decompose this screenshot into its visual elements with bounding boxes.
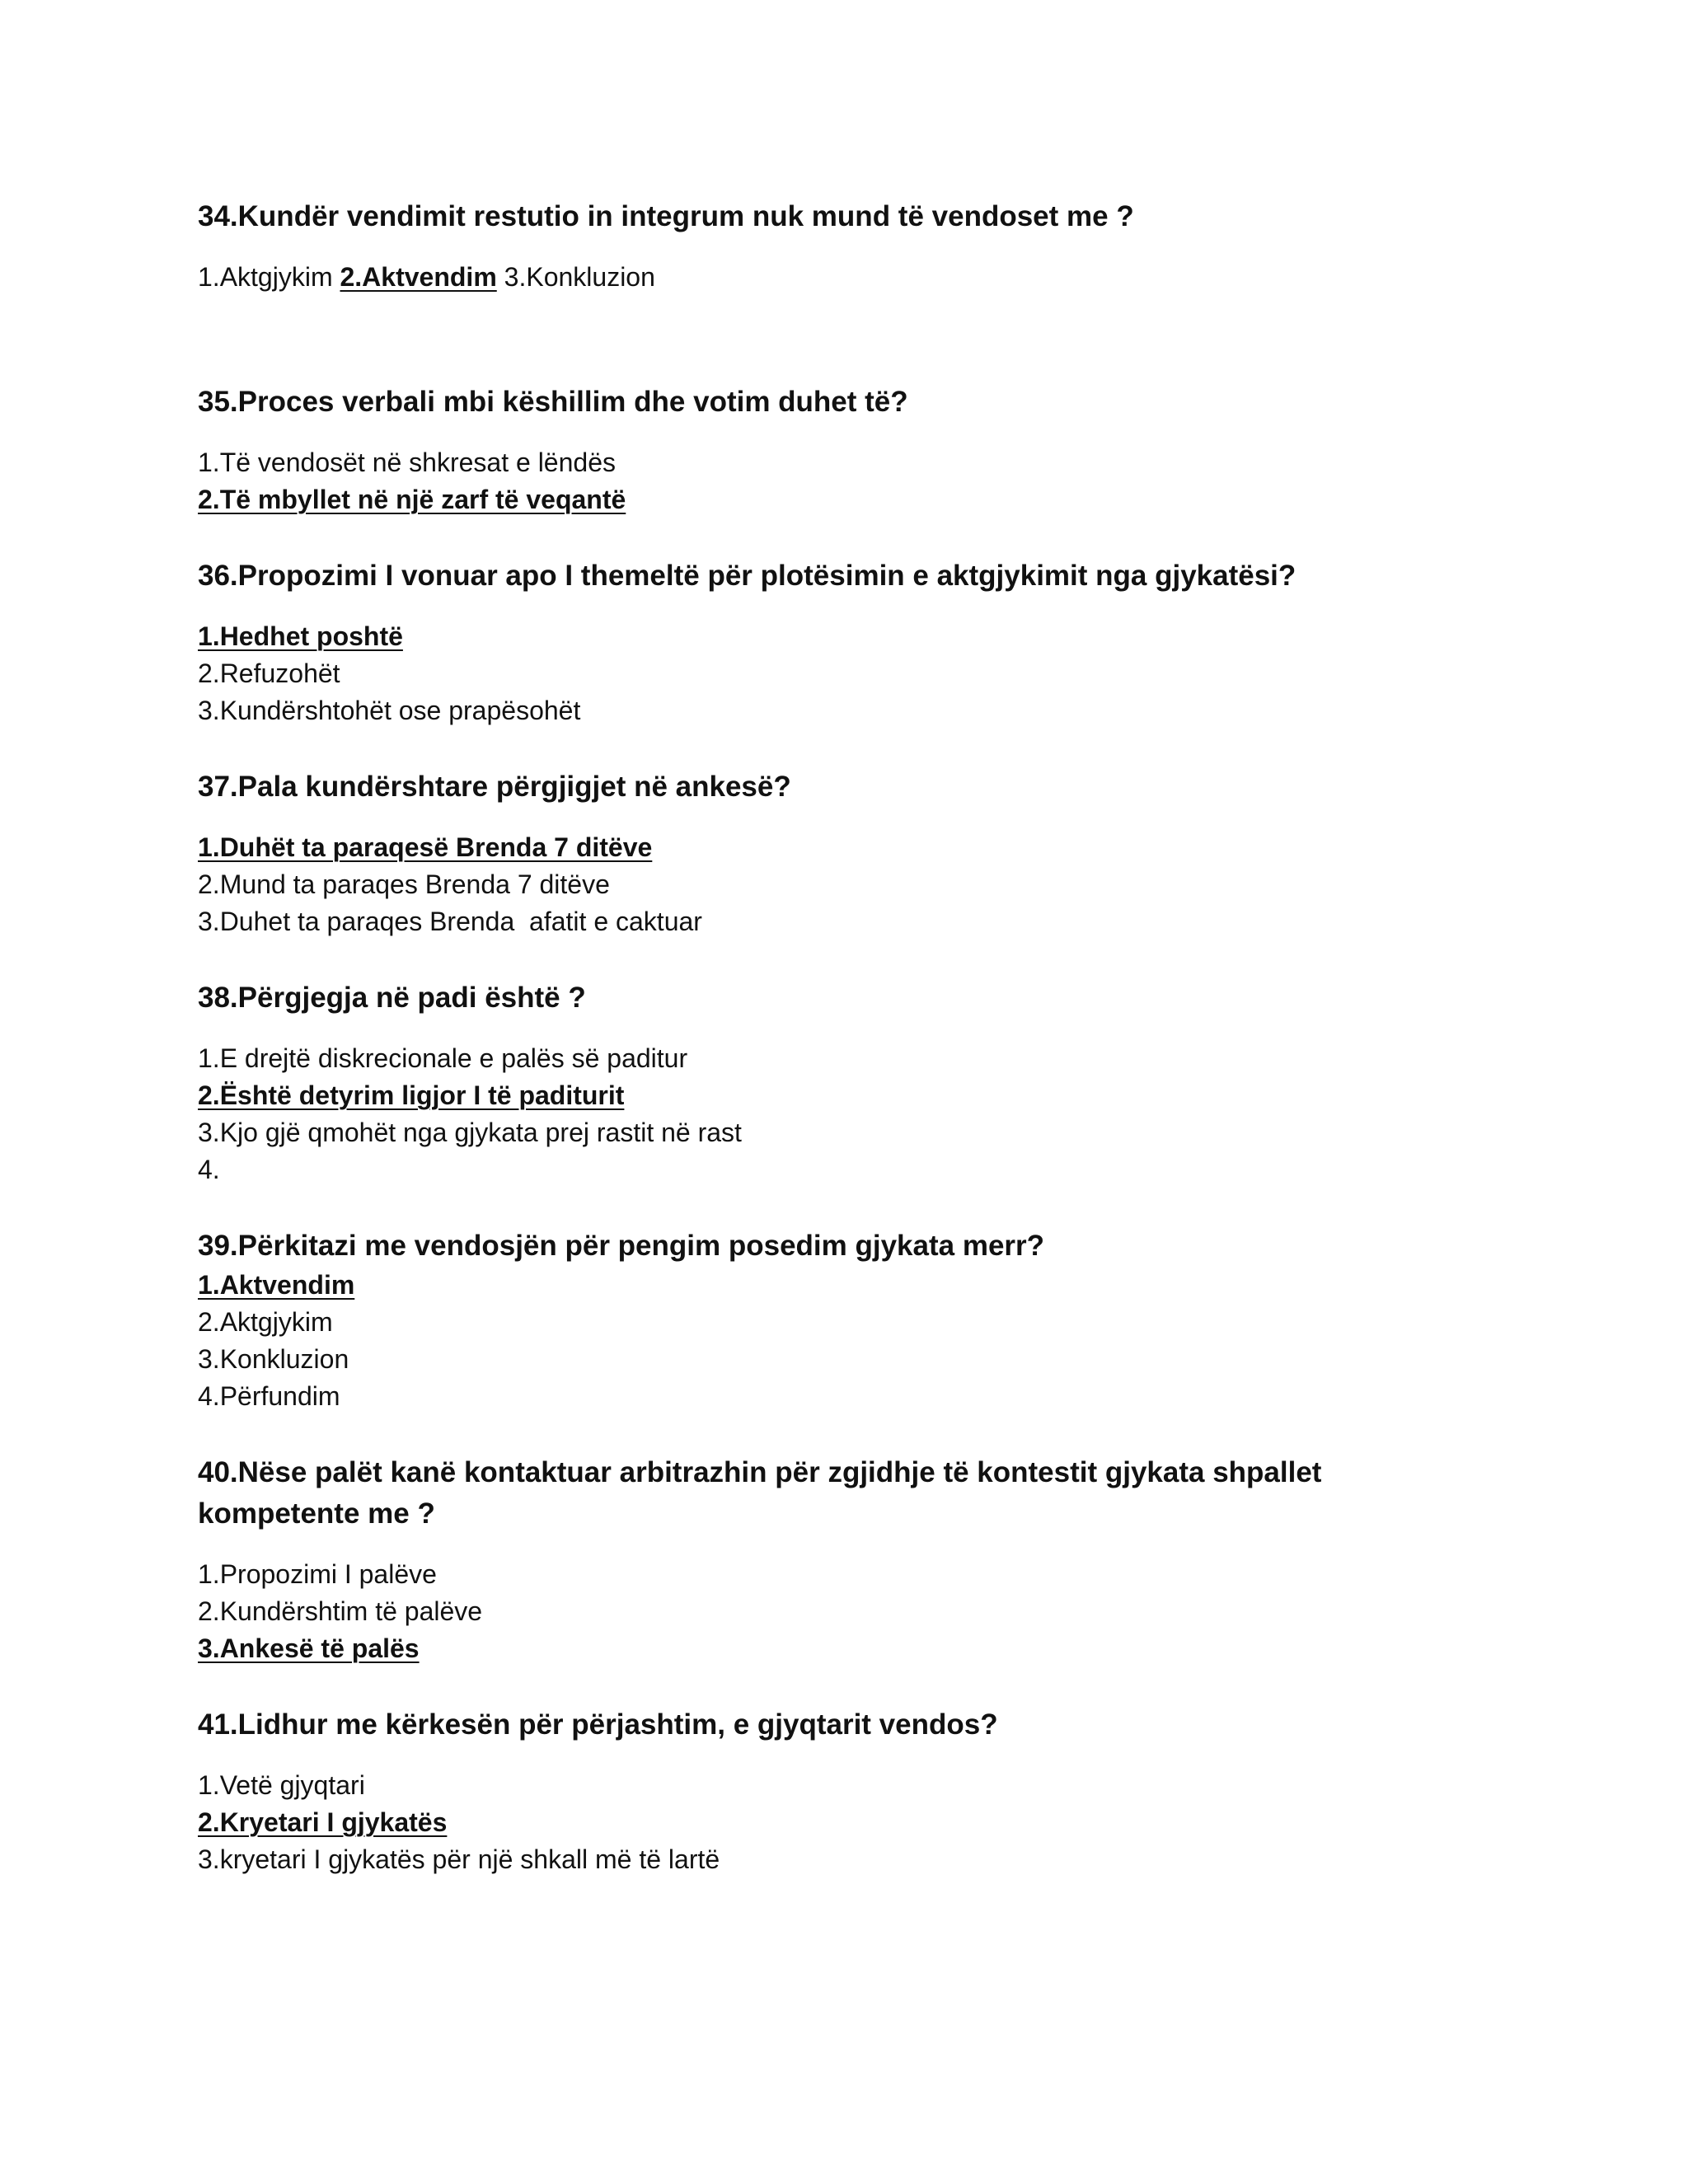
question-title: 39.Përkitazi me vendosjën për pengim posedim gjykata merr? xyxy=(198,1230,1045,1262)
question-40 xyxy=(198,1452,1533,1667)
question-39 xyxy=(198,1226,1533,1415)
answer-option: 2.Kundërshtim të palëve xyxy=(198,1596,483,1626)
answer-option: 3.Konkluzion xyxy=(198,1344,349,1374)
answer-list xyxy=(198,1267,1533,1415)
answer-option-correct: 3.Ankesë të palës xyxy=(198,1633,420,1663)
answer-list xyxy=(198,259,1533,296)
answer-option: 2.Aktgjykim xyxy=(198,1307,333,1337)
answer-option-correct: 1.Hedhet poshtë xyxy=(198,621,403,651)
question-title: 35.Proces verbali mbi këshillim dhe votim duhet të? xyxy=(198,386,908,418)
document-page xyxy=(198,196,1533,1878)
answer-option-correct: 2.Kryetari I gjykatës xyxy=(198,1807,448,1837)
answer-option-correct: 1.Aktvendim xyxy=(198,1270,355,1300)
question-35 xyxy=(198,382,1533,518)
question-title: 34.Kundër vendimit restutio in integrum nuk mund të vendoset me ? xyxy=(198,200,1134,232)
answer-option: 4.Përfundim xyxy=(198,1381,340,1411)
answer-list xyxy=(198,444,1533,518)
answer-list xyxy=(198,1767,1533,1878)
question-title: 36.Propozimi I vonuar apo I themeltë për plotësimin e aktgjykimit nga gjykatësi? xyxy=(198,560,1296,592)
answer-option: 1.Të vendosët në shkresat e lëndës xyxy=(198,448,616,477)
question-title: 41.Lidhur me kërkesën për përjashtim, e gjyqtarit vendos? xyxy=(198,1708,998,1741)
answer-option: 3.Kundërshtohët ose prapësohët xyxy=(198,696,581,725)
answer-option: 2.Refuzohët xyxy=(198,658,340,688)
answer-list xyxy=(198,829,1533,940)
question-title: 38.Përgjegja në padi është ? xyxy=(198,982,586,1014)
answer-option: 1.Aktgjykim xyxy=(198,262,340,292)
question-37 xyxy=(198,766,1533,940)
answer-option: 3.Duhet ta paraqes Brenda afatit e caktuar xyxy=(198,907,702,936)
answer-option: 1.Propozimi I palëve xyxy=(198,1559,437,1589)
answer-option-correct: 2.Të mbyllet në një zarf të veqantë xyxy=(198,485,626,514)
question-title-continued: kompetente me ? xyxy=(198,1497,435,1530)
answer-option: 1.E drejtë diskrecionale e palës së paditur xyxy=(198,1043,688,1073)
answer-option: 3.Konkluzion xyxy=(496,262,655,292)
question-title: 40.Nëse palët kanë kontaktuar arbitrazhin për zgjidhje të kontestit gjykata shpallet xyxy=(198,1456,1322,1488)
answer-option: 1.Vetë gjyqtari xyxy=(198,1770,365,1800)
answer-option: 4. xyxy=(198,1155,220,1184)
question-title: 37.Pala kundërshtare përgjigjet në ankesë? xyxy=(198,771,791,803)
question-38 xyxy=(198,977,1533,1188)
answer-option-correct: 2.Është detyrim ligjor I të paditurit xyxy=(198,1080,625,1110)
answer-list xyxy=(198,1040,1533,1188)
answer-option: 3.kryetari I gjykatës për një shkall më të lartë xyxy=(198,1844,720,1874)
answer-option-correct: 1.Duhët ta paraqesë Brenda 7 ditëve xyxy=(198,832,653,862)
answer-list xyxy=(198,1556,1533,1667)
question-41 xyxy=(198,1704,1533,1878)
question-36 xyxy=(198,555,1533,729)
answer-option: 2.Mund ta paraqes Brenda 7 ditëve xyxy=(198,869,610,899)
question-34 xyxy=(198,196,1533,296)
answer-list xyxy=(198,618,1533,729)
answer-option: 3.Kjo gjë qmohët nga gjykata prej rastit në rast xyxy=(198,1118,742,1147)
answer-option-correct: 2.Aktvendim xyxy=(340,262,497,292)
